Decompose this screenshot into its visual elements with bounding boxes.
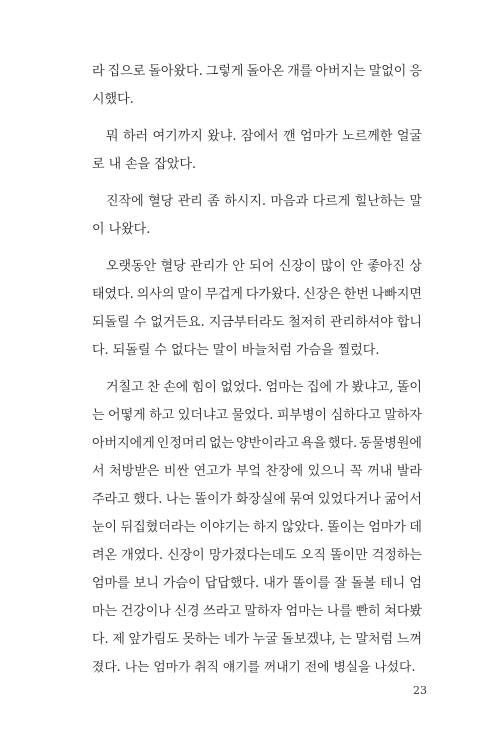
word: 왔냐. [207, 129, 237, 144]
text-line [92, 123, 422, 151]
word: 엄마가 [300, 129, 338, 144]
word: 하지 [253, 520, 279, 535]
word: 지금부터라도 [208, 315, 285, 330]
word: 가슴을 [296, 343, 334, 358]
word: 찬장에 [265, 464, 304, 479]
word: 개였다. [121, 548, 163, 563]
word: 주라고 [92, 492, 130, 507]
text-line [92, 188, 422, 216]
word: 시했다. [92, 92, 134, 107]
word: 수 [133, 315, 147, 330]
word: 처방받은 [109, 464, 160, 479]
paragraph [92, 123, 422, 179]
word: 관리가 [190, 259, 228, 274]
word: 찬 [147, 380, 160, 395]
text-line [92, 430, 422, 458]
word: 걱정하는 [371, 548, 422, 563]
word: 엄마는 [265, 380, 304, 395]
word: 잠에서 [240, 129, 279, 144]
word: 얼굴 [396, 129, 422, 144]
word: 데 [409, 520, 422, 535]
word: 꼭 [350, 464, 363, 479]
word: 는 [339, 632, 352, 647]
text-line [92, 486, 422, 514]
word: 다. [92, 343, 109, 358]
text-line [92, 374, 422, 402]
word: 묶여 [289, 492, 315, 507]
text-line [92, 58, 422, 86]
word: 돌아온 [246, 64, 285, 79]
text-line [92, 542, 422, 570]
word: 제 [112, 632, 125, 647]
word: 신장이 [167, 548, 205, 563]
word: 바늘처럼 [241, 343, 292, 358]
word: 혈당 [160, 259, 186, 274]
paragraph-gap [92, 244, 422, 253]
word: 했다. [327, 436, 358, 451]
text-line [92, 337, 422, 365]
word: 빤히 [355, 604, 381, 619]
word: 마음과 [270, 194, 309, 209]
word: 욕을 [300, 436, 326, 451]
word: 엄마를 [92, 576, 130, 591]
word: 다르게 [312, 194, 351, 209]
text-line [92, 86, 422, 114]
word: 나섰다. [374, 660, 416, 675]
word: 없는 [208, 436, 235, 451]
paragraph [92, 374, 422, 682]
word: 양반이라고 [236, 436, 299, 451]
word: 다. [92, 632, 109, 647]
word: 여기까지 [152, 129, 203, 144]
word: 한번 [343, 287, 369, 302]
word: 피부병이 [276, 408, 328, 423]
word: 똘이는 [327, 520, 365, 535]
word: 했다. [133, 492, 163, 507]
paragraph [92, 58, 422, 114]
word: 건강이나 [120, 604, 171, 619]
text-line [92, 654, 422, 682]
word: 아버지에게 [92, 436, 155, 451]
word: 깬 [283, 129, 296, 144]
word: 발라 [396, 464, 422, 479]
word: 눈이 [92, 520, 118, 535]
text-line [92, 309, 422, 337]
word: 화장실에 [235, 492, 286, 507]
text-line [92, 514, 422, 542]
word: 인정머리 [156, 436, 207, 451]
word: 태였다. [92, 287, 134, 302]
paragraph [92, 188, 422, 244]
word: 똘이를 [292, 576, 331, 591]
word: 테니 [380, 576, 406, 591]
paragraph-gap [92, 365, 422, 374]
word: 말하자 [384, 408, 422, 423]
word: 서 [92, 464, 105, 479]
word: 엄마가 [153, 660, 191, 675]
word: 무겁게 [205, 287, 243, 302]
word: 수 [154, 343, 167, 358]
word: 의사의 [136, 287, 175, 302]
word: 합니 [396, 315, 422, 330]
word: 뭐 [106, 129, 119, 144]
word: 잘 [334, 576, 347, 591]
word: 말처럼 [355, 632, 394, 647]
word: 상 [409, 259, 422, 274]
word: 집으로 [107, 64, 146, 79]
word: 개를 [287, 64, 313, 79]
word: 엄마가 [368, 520, 406, 535]
word: 말 [409, 194, 422, 209]
word: 는 [92, 408, 105, 423]
word: 뒤집혔더라는 [120, 520, 196, 535]
word: 병실을 [333, 660, 371, 675]
paragraph-gap [92, 114, 422, 123]
word: 많이 [320, 259, 346, 274]
word: 안 [232, 259, 245, 274]
word: 잡았다. [154, 157, 197, 172]
word: 가슴이 [163, 576, 201, 591]
word: 말이 [212, 343, 238, 358]
word: 그렇게 [205, 64, 244, 79]
word: 심하다고 [330, 408, 381, 423]
word: 안 [350, 259, 363, 274]
word: 가 [335, 380, 349, 395]
word: 말이 [177, 287, 203, 302]
word: 돌아왔다. [148, 64, 203, 79]
paragraph-gap [92, 179, 422, 188]
word: 똘이만 [329, 548, 368, 563]
word: 나는 [165, 492, 192, 507]
word: 어떻게 [108, 408, 146, 423]
word: 힐난하는 [354, 194, 405, 209]
word: 아버지는 [315, 64, 366, 79]
word: 이야기는 [199, 520, 250, 535]
word: 취직 [194, 660, 219, 675]
word: 노르께한 [342, 129, 393, 144]
text-line [92, 402, 422, 430]
word: 신경 [174, 604, 200, 619]
word: 찔렀다. [337, 343, 380, 358]
word: 망가졌다는데도 [208, 548, 297, 563]
word: 느껴 [396, 632, 422, 647]
word: 오랫동안 [106, 259, 157, 274]
word: 로 [92, 157, 105, 172]
word: 말하자 [244, 604, 283, 619]
word: 없거든요. [150, 315, 205, 330]
word: 려온 [92, 548, 118, 563]
word: 나를 [326, 604, 353, 619]
word: 쓰라고 [203, 604, 241, 619]
word: 봤냐고, [351, 380, 394, 395]
text-line [92, 598, 422, 626]
word: 신장이 [278, 259, 317, 274]
paragraph [92, 253, 422, 365]
word: 않았다. [281, 520, 324, 535]
word: 나왔다. [108, 222, 151, 237]
text-line [92, 253, 422, 281]
word: 있으니 [307, 464, 346, 479]
word: 얘기를 [222, 660, 260, 675]
word: 전에 [304, 660, 330, 675]
word: 좀 [207, 194, 220, 209]
word: 손에 [163, 380, 189, 395]
word: 쳐다봤 [384, 604, 422, 619]
word: 비싼 [163, 464, 190, 479]
word: 내가 [263, 576, 289, 591]
word: 돌볼 [350, 576, 377, 591]
text-line [92, 281, 422, 309]
word: 철저히 [288, 315, 326, 330]
word: 말없이 [368, 64, 407, 79]
word: 집에 [306, 380, 333, 395]
word: 엄마는 [285, 604, 324, 619]
word: 내 [108, 157, 122, 172]
word: 연고가 [193, 464, 232, 479]
word: 물었다. [231, 408, 274, 423]
word: 있더냐고 [177, 408, 229, 423]
word: 되돌릴 [112, 343, 151, 358]
word: 못하는 [182, 632, 221, 647]
word: 되돌릴 [92, 315, 130, 330]
word: 하고 [149, 408, 175, 423]
word: 좋아진 [367, 259, 405, 274]
word: 앞가림도 [128, 632, 179, 647]
word: 혈당 [148, 194, 174, 209]
word: 손을 [125, 157, 151, 172]
word: 엄 [409, 576, 422, 591]
word: 거칠고 [106, 380, 144, 395]
word: 오직 [300, 548, 326, 563]
word: 힘이 [191, 380, 217, 395]
word: 있었다거나 [318, 492, 381, 507]
word: 하시지. [224, 194, 267, 209]
word: 라 [92, 64, 105, 79]
body-text [92, 58, 422, 682]
word: 나는 [124, 660, 150, 675]
word: 진작에 [106, 194, 144, 209]
word: 하러 [123, 129, 149, 144]
word: 굶어서 [384, 492, 422, 507]
word: 없다는 [170, 343, 209, 358]
word: 신장은 [303, 287, 341, 302]
word: 되어 [249, 259, 275, 274]
word: 나빠지면 [371, 287, 422, 302]
text-line [92, 151, 422, 179]
word: 돌보겠냐, [281, 632, 336, 647]
word: 다가왔다. [245, 287, 301, 302]
word: 관리하셔야 [329, 315, 393, 330]
word: 관리 [177, 194, 203, 209]
word: 부엌 [235, 464, 261, 479]
text-line [92, 570, 422, 598]
word: 동물병원에 [359, 436, 422, 451]
word: 똘이 [396, 380, 422, 395]
word: 졌다. [92, 660, 121, 675]
text-line [92, 626, 422, 654]
word: 꺼내 [367, 464, 393, 479]
word: 꺼내기 [263, 660, 301, 675]
page-number: 23 [413, 684, 427, 697]
word: 똘이가 [194, 492, 233, 507]
word: 네가 [223, 632, 249, 647]
text-line [92, 216, 422, 244]
text-line [92, 458, 422, 486]
word: 없었다. [220, 380, 263, 395]
word: 마는 [92, 604, 118, 619]
word: 보니 [133, 576, 159, 591]
word: 누굴 [252, 632, 278, 647]
word: 답답했다. [204, 576, 260, 591]
word: 이 [92, 222, 105, 237]
word: 응 [409, 64, 422, 79]
